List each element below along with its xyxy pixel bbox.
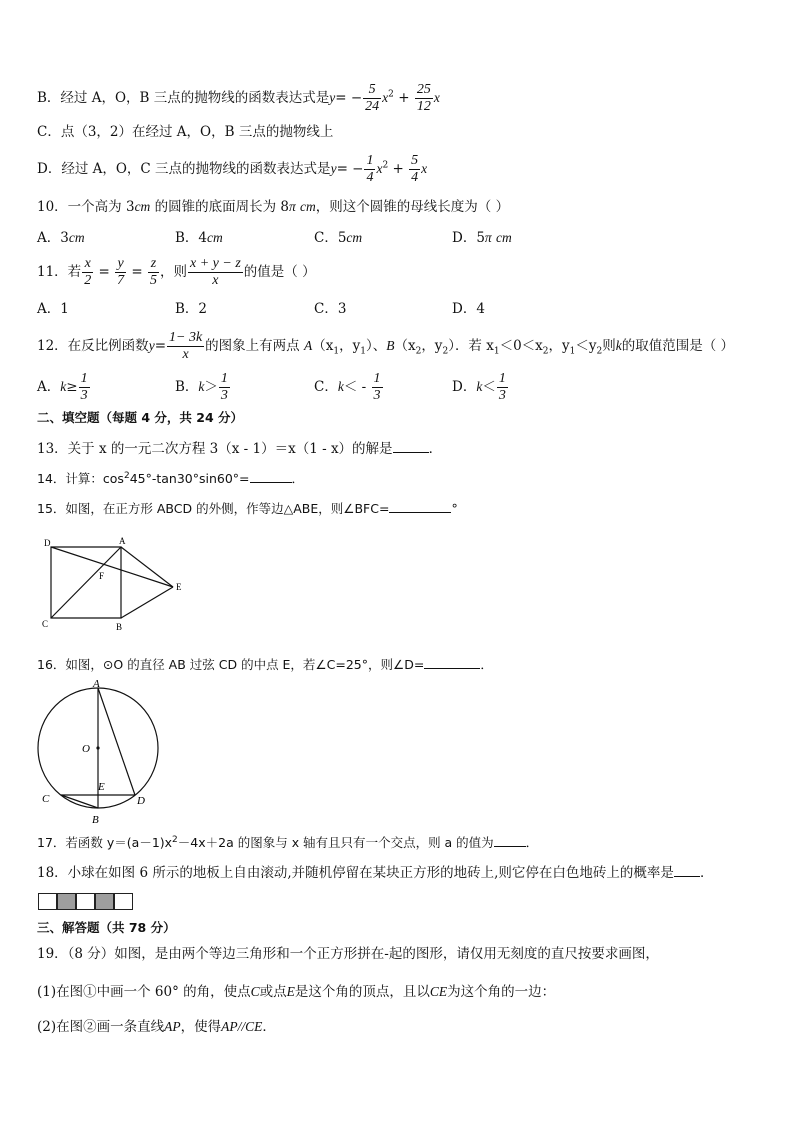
fraction: $\frac{5}{4}$ bbox=[411, 153, 419, 185]
fraction: $\frac{x}{2}$ bbox=[84, 256, 92, 288]
label-a: A bbox=[93, 678, 100, 690]
section-heading-fill-in: 二、填空题（每题 4 分，共 24 分） bbox=[37, 410, 244, 425]
fraction: $\frac{25}{12}$ bbox=[416, 82, 431, 114]
label-c: C bbox=[42, 793, 50, 805]
q9-option-c: C．点（3，2）在经过 A，O，B 三点的抛物线上 bbox=[37, 124, 334, 140]
q19-part-2: (2)在图②画一条直线AP，使得AP//CE． bbox=[37, 1019, 276, 1035]
q10-option-c: C．5cm bbox=[314, 230, 363, 246]
q16: 16．如图，⊙O 的直径 AB 过弦 CD 的中点 E，若∠C=25°，则∠D= ． bbox=[37, 657, 493, 672]
q19-part-1: (1)在图①中画一个 60° 的角，使点C或点E是这个角的顶点，且以CE为这个角的一边： bbox=[37, 984, 556, 1000]
q10-option-d: D．5π cm bbox=[452, 230, 512, 246]
section-heading-solutions: 三、解答题（共 78 分） bbox=[37, 920, 176, 935]
label-b: B bbox=[92, 814, 99, 826]
q11-option-c: C．3 bbox=[314, 301, 347, 317]
q12-option-d: D．k＜ $\frac{1}{3}$ bbox=[452, 371, 506, 403]
answer-blank bbox=[494, 834, 526, 847]
center-point bbox=[96, 746, 99, 749]
q9-option-b: B．经过 A，O，B 三点的抛物线的函数表达式是y= − $\frac{5}{24}$ $x^2$ + $\frac{25}{12}$ x bbox=[37, 82, 440, 114]
q10-option-a: A．3cm bbox=[37, 230, 85, 246]
label-b: B bbox=[116, 622, 123, 632]
q12-option-b: B．k＞ $\frac{1}{3}$ bbox=[175, 371, 228, 403]
q19-stem: 19．（8 分）如图，是由两个等边三角形和一个正方形拼在-起的图形，请仅用无刻度的直尺按要求画图， bbox=[37, 946, 659, 962]
fraction: $\frac{1}{4}$ bbox=[366, 153, 374, 185]
answer-blank bbox=[674, 864, 700, 877]
figure-circle-diameter-chord bbox=[30, 678, 170, 826]
q11-option-d: D．4 bbox=[452, 301, 485, 317]
label-c: C bbox=[42, 619, 49, 629]
q13: 13．关于 x 的一元二次方程 3（x - 1）＝x（1 - x）的解是 ． bbox=[37, 441, 443, 457]
answer-blank bbox=[424, 656, 480, 669]
answer-blank bbox=[389, 500, 451, 513]
label-e: E bbox=[98, 781, 105, 793]
q10-option-b: B．4cm bbox=[175, 230, 223, 246]
label-e: E bbox=[176, 582, 182, 592]
fraction: $\frac{1}{3}$ bbox=[220, 371, 228, 403]
figure-square-with-equilateral-triangle bbox=[36, 532, 196, 638]
answer-blank bbox=[393, 440, 429, 453]
q17: 17．若函数 $y=(a-1)x^2-4x+2a$ 的图象与 x 轴有且只有一个交点，则 a 的值为 ． bbox=[37, 834, 539, 850]
q11-option-b: B．2 bbox=[175, 301, 208, 317]
floor-tile-white bbox=[38, 893, 57, 910]
fraction: $\frac{1}{3}$ bbox=[498, 371, 506, 403]
fraction: $\frac{1- 3k}{x}$ bbox=[169, 330, 203, 362]
label-a: A bbox=[119, 536, 126, 546]
q12-stem: 12．在反比例函数y= $\frac{1- 3k}{x}$ 的图象上有两点 $A(x_1$，$y_1$）、$B(x_2$，$y_2$）．若 $x_1<0<x_2$，$y_1<y_2$则k的取值范围是（ ） bbox=[37, 330, 735, 362]
label-o: O bbox=[82, 743, 90, 755]
q18: 18．小球在如图 6 所示的地板上自由滚动,并随机停留在某块正方形的地砖上,则它停在白色地砖上的概率是 ． bbox=[37, 865, 714, 881]
fraction: $\frac{5}{24}$ bbox=[365, 82, 380, 114]
label-f: F bbox=[99, 571, 105, 581]
fraction: $\frac{z}{5}$ bbox=[150, 256, 157, 288]
floor-tile-gray bbox=[57, 893, 76, 910]
floor-tile-gray bbox=[95, 893, 114, 910]
floor-tile-white bbox=[114, 893, 133, 910]
label-d: D bbox=[44, 538, 51, 548]
label-d: D bbox=[137, 795, 145, 807]
fraction: $\frac{y}{7}$ bbox=[117, 256, 125, 288]
fraction: $\frac{x + y - z}{x}$ bbox=[190, 256, 241, 288]
fraction: $\frac{1}{3}$ bbox=[373, 371, 381, 403]
floor-tile-white bbox=[76, 893, 95, 910]
fraction: $\frac{1}{3}$ bbox=[80, 371, 88, 403]
q14: 14．计算：$\cos^245^\circ-\tan 30^\circ\sin 60^\circ=$ ． bbox=[37, 470, 305, 486]
q12-option-c: C．k＜ - $\frac{1}{3}$ bbox=[314, 371, 381, 403]
q12-option-a: A．k≥ $\frac{1}{3}$ bbox=[37, 371, 88, 403]
q10-stem: 10．一个高为 3cm 的圆锥的底面周长为 8π cm，则这个圆锥的母线长度为（ ） bbox=[37, 199, 510, 215]
q9-option-d: D．经过 A，O，C 三点的抛物线的函数表达式是y= − $\frac{1}{4}$ $x^2$ + $\frac{5}{4}$ x bbox=[37, 153, 428, 185]
q11-stem: 11．若 $\frac{x}{2}$ = $\frac{y}{7}$ = $\frac{z}{5}$ ，则 $\frac{x + y - z}{x}$ 的值是（ ） bbox=[37, 256, 316, 288]
q15: 15．如图，在正方形 ABCD 的外侧，作等边△ABE，则∠BFC= ° bbox=[37, 501, 458, 516]
q11-option-a: A．1 bbox=[37, 301, 69, 317]
answer-blank bbox=[250, 470, 292, 483]
